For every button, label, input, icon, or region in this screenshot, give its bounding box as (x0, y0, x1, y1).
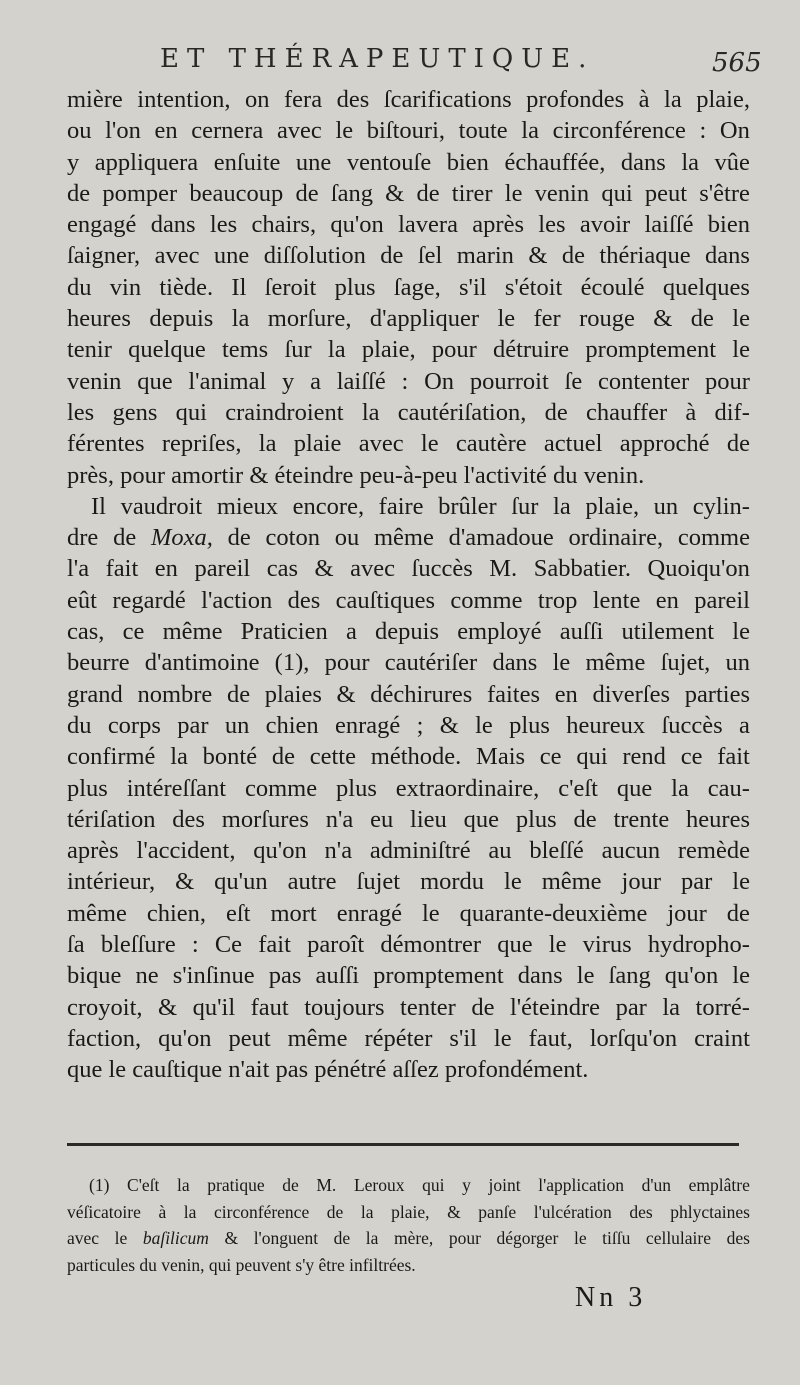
text-line: engagé dans les chairs, qu'on lavera après les avoir laiſſé bien (67, 211, 750, 239)
text-line: eût regardé l'action des cauſtiques comme trop lente en pareil (67, 586, 750, 614)
text-line: tenir quelque tems ſur la plaie, pour détruire promptement le (67, 336, 750, 364)
text-line: y appliquera enſuite une ventouſe bien échauffée, dans la vûe (67, 148, 750, 176)
footnote-line: particules du venin, qui peuvent s'y être infiltrées. (67, 1254, 416, 1275)
text-line: venin que l'animal y a laiſſé : On pourroit ſe contenter pour (67, 367, 750, 395)
text-line: croyoit, & qu'il faut toujours tenter de l'éteindre par la torré- (67, 993, 750, 1021)
text-line: ſaigner, avec une diſſolution de ſel marin & de thériaque dans (67, 242, 750, 270)
text-line: l'a fait en pareil cas & avec ſuccès M. Sabbatier. Quoiqu'on (67, 555, 750, 583)
text-line: les gens qui craindroient la cautériſation, de chauffer à dif- (67, 398, 750, 426)
text-line: de pomper beaucoup de ſang & de tirer le venin qui peut s'être (67, 179, 750, 207)
footnote-line: avec le baſilicum & l'onguent de la mère, pour dégorger le tiſſu cellulaire des (67, 1228, 750, 1248)
text-line: du vin tiède. Il ſeroit plus ſage, s'il s'étoit écoulé quelques (67, 273, 750, 301)
footnote-line: (1) C'eſt la pratique de M. Leroux qui y joint l'application d'un emplâtre (89, 1175, 750, 1195)
text-line: mière intention, on fera des ſcarifications profondes à la plaie, (67, 86, 750, 113)
text-line: que le cauſtique n'ait pas pénétré aſſez profondément. (67, 1056, 589, 1084)
signature-mark: Nn 3 (575, 1282, 647, 1313)
text-line: cas, ce même Praticien a depuis employé auſſi utilement le (67, 618, 750, 646)
running-title: ET THÉRAPEUTIQUE. (160, 44, 595, 74)
text-line: intérieur, & qu'un autre ſujet mordu le même jour par le (67, 868, 750, 896)
text-line: près, pour amortir & éteindre peu-à-peu l'activité du venin. (67, 461, 645, 489)
text-line: même chien, eſt mort enragé le quarante-deuxième jour de (67, 899, 750, 927)
text-line: Il vaudroit mieux encore, faire brûler ſur la plaie, un cylin- (91, 492, 750, 520)
page-number: 565 (712, 48, 762, 78)
text-line: du corps par un chien enragé ; & le plus heureux ſuccès a (67, 711, 750, 739)
footnote-rule (67, 1143, 739, 1146)
text-line: grand nombre de plaies & déchirures faites en diverſes parties (67, 680, 750, 708)
footnote-block (67, 1172, 750, 1278)
text-line: beurre d'antimoine (1), pour cautériſer dans le même ſujet, un (67, 649, 750, 677)
text-line: heures depuis la morſure, d'appliquer le fer rouge & de le (67, 305, 750, 333)
footnote-line: véſicatoire à la circonférence de la plaie, & panſe l'ulcération des phlyctaines (67, 1201, 750, 1222)
text-line: bique ne s'inſinue pas auſſi promptement dans le ſang qu'on le (67, 962, 750, 990)
text-line: dre de Moxa, de coton ou même d'amadoue ordinaire, comme (67, 524, 750, 552)
text-line: ou l'on en cernera avec le biſtouri, toute la circonférence : On (67, 117, 750, 145)
text-line: plus intéreſſant comme plus extraordinaire, c'eſt que la cau- (67, 774, 750, 802)
main-text (67, 84, 750, 1086)
text-line: après l'accident, qu'on n'a adminiſtré au bleſſé aucun remède (67, 837, 750, 865)
text-line: faction, qu'on peut même répéter s'il le faut, lorſqu'on craint (67, 1024, 750, 1052)
text-line: tériſation des morſures n'a eu lieu que plus de trente heures (67, 805, 750, 833)
text-line: confirmé la bonté de cette méthode. Mais ce qui rend ce fait (67, 743, 750, 771)
text-line: ſa bleſſure : Ce fait paroît démontrer que le virus hydropho- (67, 931, 750, 959)
text-line: férentes repriſes, la plaie avec le cautère actuel approché de (67, 430, 750, 458)
